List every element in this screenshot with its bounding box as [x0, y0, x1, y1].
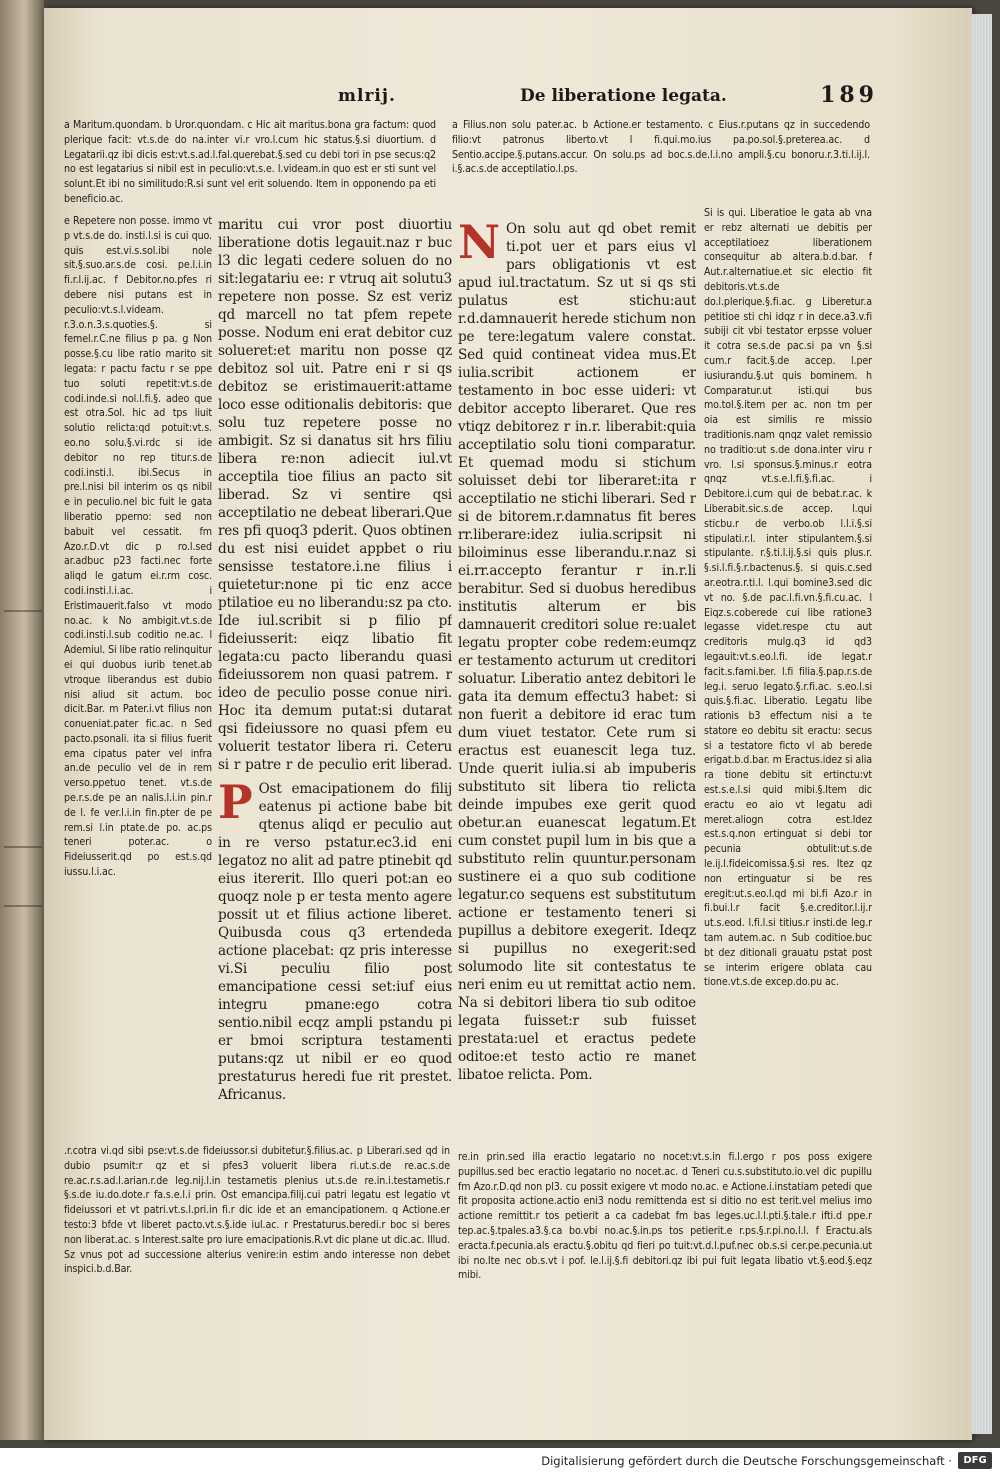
running-head-title: De liberatione legata.: [520, 86, 727, 106]
main-text-column-1: [218, 216, 452, 776]
main-column-1-text: maritu cui vror post diuortiu liberatione dotis legauit.naz r buc l3 dic legati cedere soluen do no sit:legatariu ee: r vtruq ait solutu3 repetere non posse. Sz est veriz qd marcell no tat pfem repete posse. Nodum eni erat debitor cuz solueret:et maritu non posse qz debitoz sol uit. Patre eni r si qs debitoz se eristimauerit:attame loco esse oditionalis debitoris: que solu tuz repetere posse no ambigit. Sz si danatus sit hrs filiu libera re:non adiecit iul.vt acceptila tioe filius an pacto sit liberad. Sz vi sentire qsi acceptilatio ne debeat liberari.Que res pfi quoq3 pderit. Quos obtinen du est nisi euidet appbet o riu sensisse testatore.i.ne filius i quietetur:none pi tic enz acce ptilatioe eu no liberandu:sz pa cto. Ide iul.scribit si p filio pf fideiusserit: eiqz libatio fit legata:cu pacto liberandu quasi fideiussorem non quasi patrem. r ideo de peculio posse conue niri. Hoc ita demum putat:si dutarat qsi fideiussore no quasi pfem eu voluerit testator libera ri. Ceteru si r patre r de peculio erit liberad.: [218, 217, 452, 773]
gloss-bottom-right: re.in prin.sed illa eractio legatario no nocet:vt.s.in fi.l.ergo r pos poss exigere pupillus.sed bec eractio legatario no nocet.ac. d Teneri cu.s.substituto.io.vel dic pupillu fm Azo.r.D.qd non pl3. cu possit exigere vt modo no.ac. e Actione.i.instatiam petedi que fit proposita actione.actio eni3 nodu remittenda est si ditio no est terit.vel melius imo actione remittit.r tos petierit a ca cadebat fm bas leges.uc.l.l.pti.§.tale.r ifti.d ppe.r tep.ac.§.tpales.a3.§.ca bo.vbi no.ac.§.in.ps tos petierit.e r.ps.§.r.pi.no.l.l. f Eractu.als eracta.f.pecunia.als eractu.§.obitu qd fieri po tuit:vt.d.l.puf.nec ob.s.si cer.pe.pecunia.ut ibi no.Ite nec ob.s.vt i pof. le.l.ij.§.fi debitori.qz ibi pui fuit legata libatio vt.§.eod.§.eqz mibi.: [458, 1151, 872, 1282]
gloss-right-column: Si is qui. Liberatioe le gata ab vna er rebz alternati ue debitis per acceptilatioez liberationem consequitur ab altera.b.d.bar. f Aut.r.alternatiue.et sic electio fit debitoris.vt.s.de do.l.plerique.§.fi.ac. g Liberetur.a petitioe sti chi idqz r in dece.a3.v.fi subiji cit vbi testator erpsse voluer it cotra se.s.de pac.si pa vn §.si cum.r facit.§.de accep. l.per iusiurandu.§.ut quis bominem. h Comparatur.ut isti.qui bus mo.tol.§.item per ac. non tm per oia est similis re missio traditionis.nam qnqz valet remissio no traditio:ut s.de dona.inter viru r vro. l.si sponsus.§.minus.r eotra qnqz vt.s.e.l.fi.§.fi.ac. i Debitore.i.cum qui de bebat.r.ac. k Liberabit.sic.s.de accep. l.qui sticbu.r de verbo.ob l.l.i.§.si stipulati.r.l. inter stipulantem.§.si stipulante. r.§.ti.l.ij.§.si quis plus.r. §.si.l.fi.§.r.bactenus.§. si quis.c.sed ar.eotra.r.ti.l. l.qui bomine3.sed dic vt no. §.de pac.l.fi.vn.§.fi.cu.ac. l Eiqz.s.coberede cui libe ratione3 legasse videt.respe ctu aut creditoris mulg.q3 id qd3 legauit:vt.s.eo.l.fi. ide legat.r facit.s.fami.ber. l.fi filia.§.pap.r.s.de leg.i. seruo legato.§.r.fi.ac. s.eo.l.si quis.§.fi.ac. Liberatio. Legatu libe rationis b3 effectum nisi a te statore eo debitu sit eractu: secus si a testatore ficto vl ab berede erigat.b.d.bar. m Eractus.idez si alia ra tione debitu sit ertinctu:vt est.s.e.l.si quid mibi.§.Item dic eractu eo aio vt legatu adi meret.aliogn cotra est.Idez est.s.q.non ertinguat si debi tor pecunia obtulit:ut.s.de le.ij.l.fideicomissa.§.si res. Itez qz non ertinguatur si be res eregit:ut.s.eo.l.qd mi bi.fi Azo.r in fi.bui.l.r facit §.e.creditor.l.ij.r ut.s.eod. l.fi.l.si titius.r insti.de leg.r tam autem.ac. n Sub coditioe.buc bt dez ditionali grauatu pstat post se interim erigere oblata cau tione.vt.s.de excep.do.pu ac.: [704, 207, 872, 989]
gloss-top-right: a Filius.non solu pater.ac. b Actione.er testamento. c Eius.r.putans qz in succedendo filio:vt patronus liberto.vt l fi.qui.mo.ius pa.po.sol.§.preterea.ac. d Sentio.accipe.§.putans.accur. On solu.ps ad boc.s.de.l.i.no ampli.§.cu bonoru.r.3.ti.l.ij.l. i.§.ac.s.de acceptilatio.l.ps.: [452, 119, 870, 176]
folio-left: mlrij.: [338, 86, 396, 106]
gloss-bottom-left: .r.cotra vi.qd sibi pse:vt.s.de fideiussor.si dubitetur.§.filius.ac. p Liberari.sed qd in dubio psumit:r qz et si pfes3 voluerit libera ri.ut.s.de re.ac.s.de re.ac.r.s.ad.l.arian.r.de leg.nij.l.in testametis plenius ut.s.de re.in.i.testametis.r §.s.de iu.do.dote.r fa.s.e.l.i prin. Ost emancipa.filij.cui patri legatu est legatio vt fideiussori et vt patri.vt.s.l.pri.in fi.r dic ide et an emancipationem. q Actione.er testo:3 bfde vt liberet pacto.vt.s.§.ide iul.ac. r Prestaturus.beredi.r boc si beres non liberat.ac. s Interest.salte pro iure emacipationis.R.vt dic plane ut dic.ac. Illud. Sz vnus pot ad successione alterius venire:in estim ando interesse non debet inspici.b.d.Bar.: [64, 1145, 450, 1276]
gloss-top-left: a Maritum.quondam. b Uror.quondam. c Hic ait maritus.bona gra factum: quod plerique facit: vt.s.de do na.inter vi.r vro.l.cum hic status.§.si diuortium. d Legatarii.qz ibi dicis est:vt.s.ad.l.fal.querebat.§.sed cu debi tori in pse secus:q2 no est legatarius si nibil est in peculio:vt.s.e. l.videam.in quo est er sti sunt vel solunt.Et ibi no similitudo:R.si sunt vel erit soluendo. Item in opponendo pa eti beneficio.ac.: [64, 119, 436, 205]
gloss-left-column: e Repetere non posse. immo vt p vt.s.de do. insti.l.si is cui quo. quis est.vi.s.sol.ibi nole sit.§.suo.ar.s.de cosi. pe.l.i.in fi.r.l.ij.ac. f Debitor.no.pfes ri debere nisi putans est in peculio:vt.s.l.videam. r.3.o.n.3.s.quoties.§. si femel.r.C.ne filius p pa. g Non posse.§.cu libe ratio marito sit legata: r pactu factu r se ppe tuo soluti repetit:vt.s.de codi.inde.si nol.l.fi.§. adeo que est otra.Sol. hic ad tps liuit solutio relicta:qd potuit:vt.s. eo.no solu.§.vi.rdc si ide debitor no rep titur.s.de codi.insti.l. ibi.Secus in pre.l.nisi bil interim os qs nibil e in peculio.nel bic fuit le gata liberatio pperno: sed non babuit vel cessatit. fm Azo.r.D.vt dic p ro.l.sed ar.adbuc p23 facti.nec forte aliqd le gatum ei.r.rm cosc. codi.insti.l.i.ac. i Eristimauerit.falso vt modo no.ac. k No ambigit.vt.s.de codi.insti.l.sub coditio ne.ac. l Ademiul. Si libe ratio relinquitur ei qui duobus iurib tenet.ab vtroque liberandus est dubio nisi aliud sit actum. boc dicit.Bar. m Pater.i.vt filius non conueniat.pater fic.ac. n Sed pacto.psonali. ita si filius fuerit ema cipatus pater vel infra an.de peculio vel de in rem verso.ppetuo tenet. vt.s.de pe.r.s.de pe an nalis.l.i.in pin.r de l. fe ver.l.i.in fin.pter de pe rem.si l.in ptate.de po. ac.ps teneri poter.ac. o Fideiusserit.qd po est.s.qd iussu.l.i.ac.: [64, 215, 212, 879]
decorated-initial-n: N: [458, 220, 501, 269]
folio-number: 189: [820, 82, 878, 108]
digitization-credit: Digitalisierung gefördert durch die Deutsche Forschungsgemeinschaft ·: [541, 1454, 952, 1468]
main-column-2-text: On solu aut qd obet remit ti.pot uer et pars eius vl pars obligationis vt est apud iul.tractatum. Sz ut si qs sti pulatus est stichu:aut r.d.damnauerit herede stichum non pe tere:legatum valere constat. Sed quid contineat videa mus.Et iulia.scribit actionem er testamento in boc esse uideri: vt debitor accepto liberaret. Que res vtiqz debitorez r in.r. liberabit:quia acceptilatio solu tioni comparatur. Et quemad modu si stichum soluisset debi tor liberaret:ita r acceptilatio ne stichi liberari. Sed r si de bitorem.r.damnatus fit beres rr.liberare:idez iulia.scripsit ni biloiminus esse liberandu.r.naz si ei.rr.accepto ferantur r in.r.li berabitur. Sed si duobus heredibus institutis alterum er bis damnauerit creditori solue re:ualet legatu propter cobe redem:eumqz er testamento acturum ut creditori soluatur. Liberatio antez debitori le gata ita demum effectu3 habet: si non fuerit a debitore id erac tum dum viuet testator. Cete rum si eractus est euanescit lega tuz. Unde querit iulia.si ab impuberis substituto sit libera tio relicta deinde impubes exe gerit quod obetur.an euanescat legatum.Et cum constet pupil lum in bis que a substituto relin quuntur.personam sustinere ei a quo sub coditione legatur.co sequens est substitutum actione er testamento teneri si pupillus a debitore exegerit. Ideqz si pupillus no exegerit:sed solumodo lite sit contestatus te neri enim eu ut remittat actio nem. Na si debitori libera tio sub oditoe legata fuisset:r sub fuisset prestata:uel et eractus pedete oditoe:et testo actio re manet libatoe relicta. Pom.: [458, 221, 696, 1083]
dfg-logo: DFG: [958, 1452, 992, 1469]
main-text-column-2: [458, 220, 696, 1132]
running-head: [338, 82, 878, 114]
left-page-edge: [0, 0, 44, 1440]
left-page-rubric-line: [4, 846, 42, 848]
page-edge-stack: [972, 14, 992, 1434]
decorated-initial-p: P: [218, 780, 253, 829]
main-column-1b-text: Ost emacipationem do filij eatenus pi actione babe bit qtenus aliqd er peculio aut in re verso pstatur.ec3.id eni legatoz no alit ad patre ptinebit qd eius itererit. Illo queri pot:an eo quoqz nole p er testa mento agere possit ut et filius actione liberet. Quibusda cous q3 ertendeda actione placebat: qz pris interesse vi.Si peculiu filio post emancipatione cessi set:iuf eius integru pmane:ego cotra sentio.nibil ecqz ampli pstandu pi er bmoi scriptura testamenti putans:qz ut nibil er eo quod prestaturus heredi fue rit prestet. Africanus.: [218, 781, 452, 1103]
left-page-rubric-line: [4, 905, 42, 907]
left-page-rubric-line: [4, 610, 42, 612]
main-text-column-1-section: [218, 780, 452, 1110]
